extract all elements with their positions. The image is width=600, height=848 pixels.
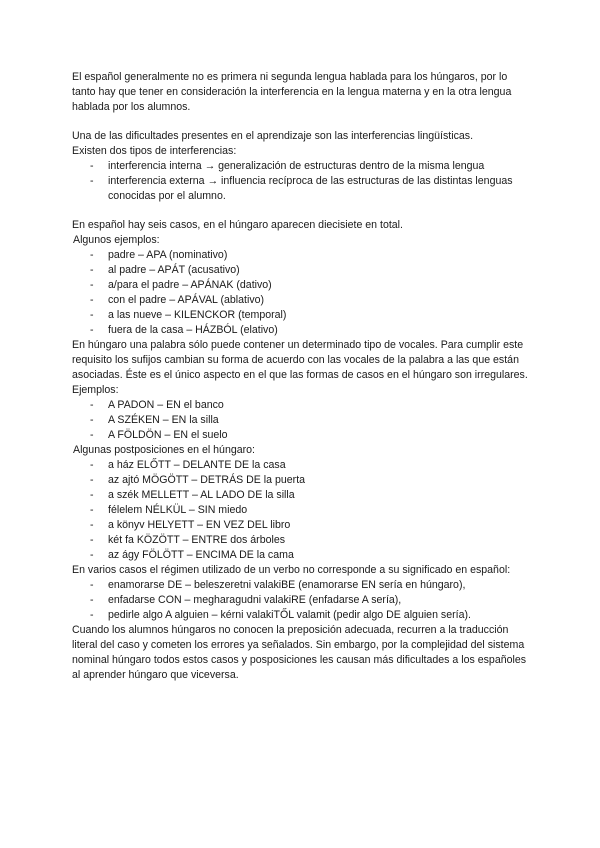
list-item: - A SZÉKEN – EN la silla (72, 413, 532, 428)
list-item: - a ház ELŐTT – DELANTE DE la casa (72, 458, 532, 473)
postpositions-list (72, 458, 532, 563)
list-item: - az ágy FÖLÖTT – ENCIMA DE la cama (72, 548, 532, 563)
list-item: - al padre – APÁT (acusativo) (72, 263, 532, 278)
verbs-paragraph: En varios casos el régimen utilizado de un verbo no corresponde a su significado en español: (72, 564, 511, 576)
list-item: - enfadarse CON – megharagudni valakiRE (enfadarse A sería), (72, 593, 532, 608)
interference-list (72, 159, 532, 204)
list-item: - az ajtó MÖGÖTT – DETRÁS DE la puerta (72, 473, 532, 488)
list-item: - két fa KÖZÖTT – ENTRE dos árboles (72, 533, 532, 548)
document-body (72, 70, 532, 683)
list-item: - padre – APA (nominativo) (72, 248, 532, 263)
list-item: - félelem NÉLKÜL – SIN miedo (72, 503, 532, 518)
list-item: - a könyv HELYETT – EN VEZ DEL libro (72, 518, 532, 533)
list-item: - fuera de la casa – HÁZBÓL (elativo) (72, 323, 532, 338)
conclusion-paragraph: Cuando los alumnos húngaros no conocen la preposición adecuada, recurren a la traducción literal del caso y cometen los errores ya señalados. Sin embargo, por la complejidad del sistema nominal húngaro todos estos casos y posposiciones les causan más dificultades a los españoles al aprender húngaro que viceversa. (72, 624, 527, 681)
list-item: - interferencia interna → generalización de estructuras dentro de la misma lengua (72, 159, 532, 174)
vowel-harmony-paragraph: En húngaro una palabra sólo puede contener un determinado tipo de vocales. Para cumplir este requisito los sufijos cambian su forma de acuerdo con las vocales de la palabra a las que están asociadas. Éste es el único aspecto en el que las formas de casos en el húngaro son irregulares. (72, 339, 528, 381)
cases-line: En español hay seis casos, en el húngaro aparecen diecisiete en total. (72, 219, 403, 231)
list-item: - pedirle algo A alguien – kérni valakiTŐL valamit (pedir algo DE alguien sería). (72, 608, 532, 623)
verbs-list (72, 578, 532, 623)
postpositions-label: Algunas postposiciones en el húngaro: (73, 444, 255, 456)
list-item: - A FÖLDÖN – EN el suelo (72, 428, 532, 443)
list-item: - a/para el padre – APÁNAK (dativo) (72, 278, 532, 293)
list-item: - a szék MELLETT – AL LADO DE la silla (72, 488, 532, 503)
list-item: - enamorarse DE – beleszeretni valakiBE (enamorarse EN sería en húngaro), (72, 578, 532, 593)
list-item: - con el padre – APÁVAL (ablativo) (72, 293, 532, 308)
intro-paragraph: El español generalmente no es primera ni segunda lengua hablada para los húngaros, por lo tanto hay que tener en consideración la interferencia en la lengua materna y en la otra lengua hablada por los alumnos. (72, 71, 512, 113)
harmony-examples-label: Ejemplos: (72, 384, 119, 396)
harmony-list (72, 398, 532, 443)
list-item: - a las nueve – KILENCKOR (temporal) (72, 308, 532, 323)
interference-types-line: Existen dos tipos de interferencias: (72, 145, 237, 157)
list-item: - A PADON – EN el banco (72, 398, 532, 413)
list-item: - interferencia externa → influencia recíproca de las estructuras de las distintas lenguas conocidas por el alumno. (72, 174, 532, 204)
examples-label: Algunos ejemplos: (73, 234, 160, 246)
difficulties-line: Una de las dificultades presentes en el aprendizaje son las interferencias lingüísticas. (72, 130, 474, 142)
cases-list (72, 248, 532, 338)
